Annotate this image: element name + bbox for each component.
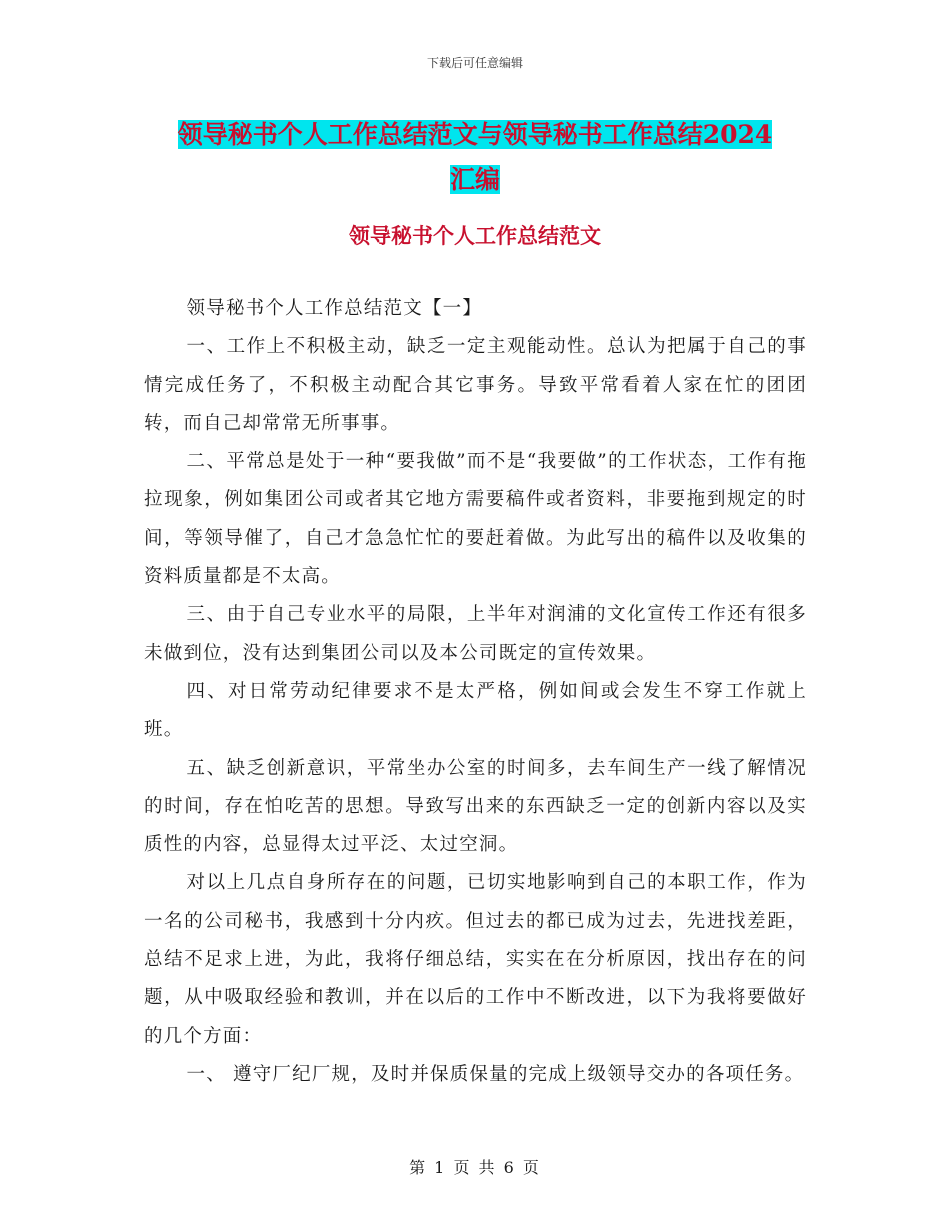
paragraph: 三、由于自己专业水平的局限，上半年对润浦的文化宣传工作还有很多未做到位，没有达到集团公司以及本公司既定的宣传效果。	[144, 604, 807, 664]
paragraph: 一、 遵守厂纪厂规，及时并保质保量的完成上级领导交办的各项任务。	[186, 1063, 805, 1085]
paragraph: 一、工作上不积极主动，缺乏一定主观能动性。总认为把属于自己的事情完成任务了，不积极主动配合其它事务。导致平常看着人家在忙的团团转，而自己却常常无所事事。	[144, 336, 807, 434]
title-line-1: 领导秘书个人工作总结范文与领导秘书工作总结2024	[177, 120, 773, 149]
paragraph: 五、缺乏创新意识，平常坐办公室的时间多，去车间生产一线了解情况的时间，存在怕吃苦的思想。导致写出来的东西缺乏一定的创新内容以及实质性的内容，总显得太过平泛、太过空洞。	[144, 757, 807, 856]
title-line-2: 汇编	[449, 165, 500, 194]
paragraph: 领导秘书个人工作总结范文【一】	[186, 298, 483, 319]
paragraph: 二、平常总是处于一种“要我做”而不是“我要做”的工作状态，工作有拖拉现象，例如集团公司或者其它地方需要稿件或者资料，非要拖到规定的时间，等领导催了，自己才急急忙忙的要赶着做。为此写出的稿件以及收集的资料质量都是不太高。	[144, 451, 807, 588]
paragraph: 四、对日常劳动纪律要求不是太严格，例如间或会发生不穿工作就上班。	[144, 680, 807, 741]
header-note: 下载后可任意编辑	[426, 56, 523, 70]
document-title	[150, 112, 800, 202]
paragraph: 对以上几点自身所存在的问题，已切实地影响到自己的本职工作，作为一名的公司秘书，我感到十分内疚。但过去的都已成为过去，先进找差距，总结不足求上进，为此，我将仔细总结，实实在在分析原因，找出存在的问题，从中吸取经验和教训，并在以后的工作中不断改进，以下为我将要做好的几个方面：	[144, 872, 807, 1047]
page-footer: 第 1 页 共 6 页	[409, 1158, 541, 1177]
section-title: 领导秘书个人工作总结范文	[349, 223, 601, 248]
body-text	[144, 290, 807, 1094]
